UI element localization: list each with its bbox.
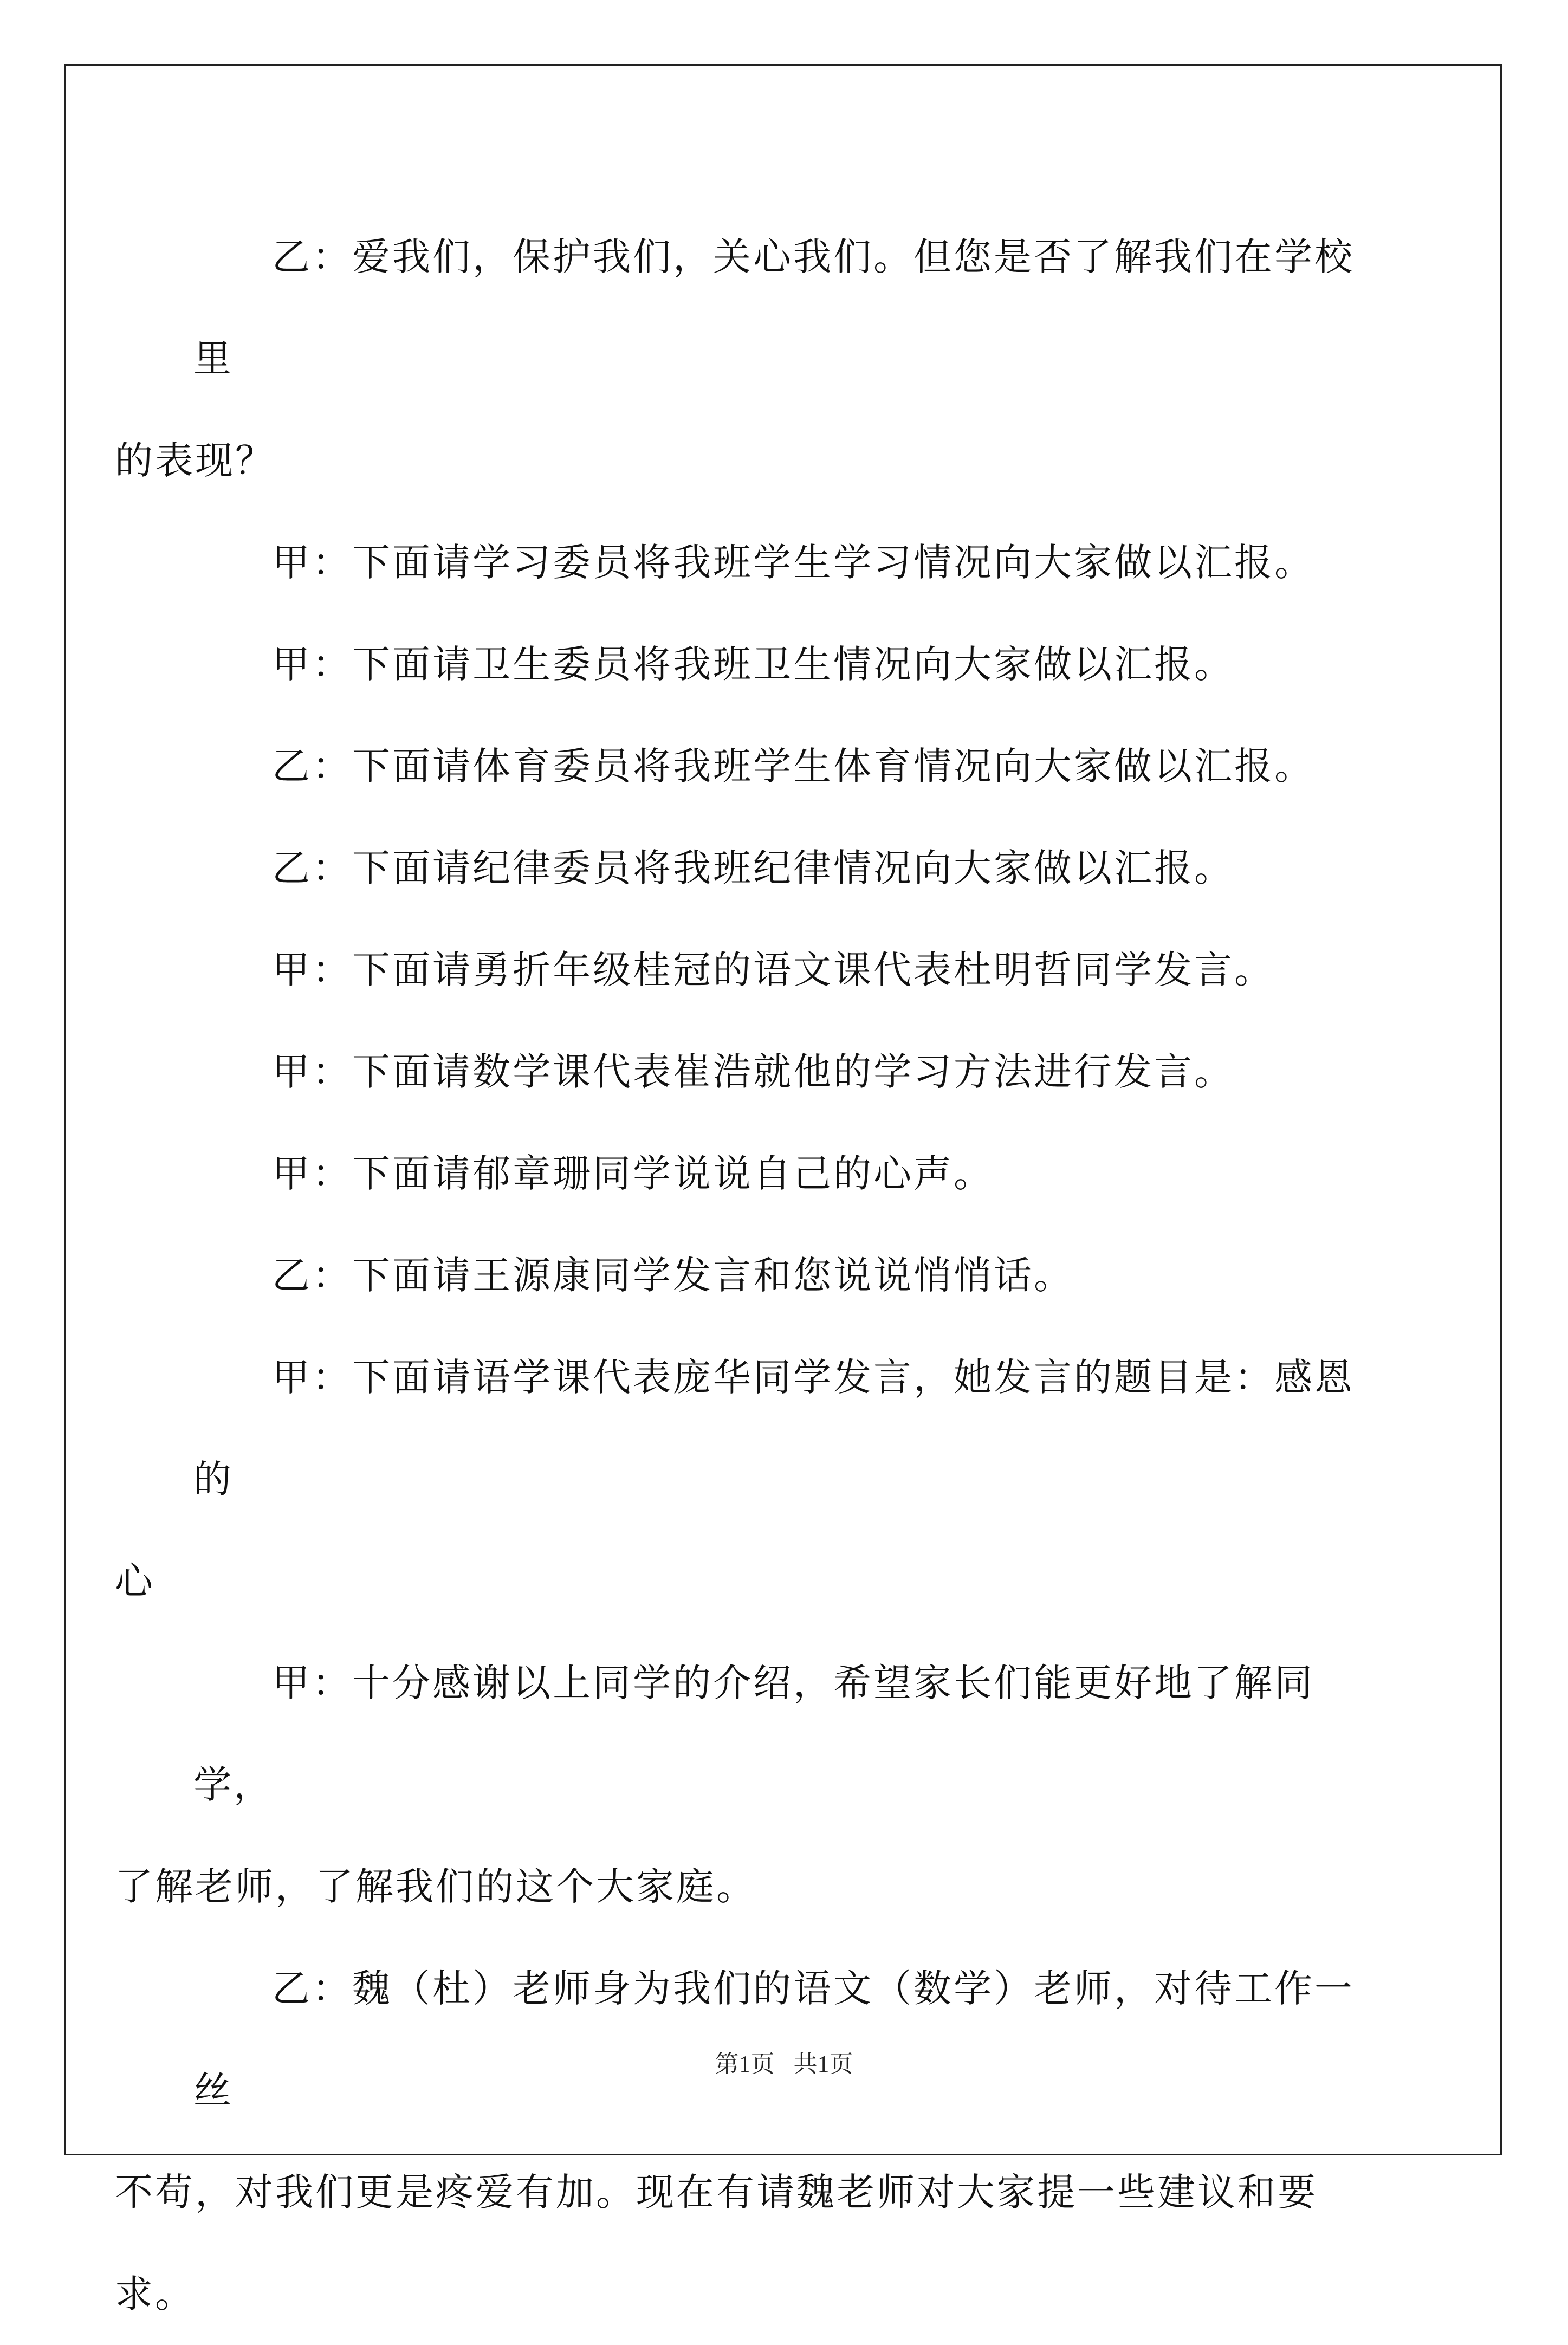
page-number-current: 第1页 (715, 2051, 775, 2077)
paragraph-line: 不苟，对我们更是疼爱有加。现在有请魏老师对大家提一些建议和要 (115, 2170, 1318, 2214)
paragraph (115, 206, 1385, 511)
page-footer (0, 2044, 1568, 2079)
paragraph (193, 1225, 1385, 1326)
paragraph-line: 乙：下面请王源康同学发言和您说说悄悄话。 (272, 1253, 1074, 1298)
paragraph-line: 乙：爱我们，保护我们，关心我们。但您是否了解我们在学校里 (193, 235, 1355, 381)
document-body (115, 206, 1385, 2345)
paragraph-line: 了解老师，了解我们的这个大家庭。 (115, 1864, 756, 1909)
paragraph (193, 1123, 1385, 1225)
paragraph-line: 甲：下面请勇折年级桂冠的语文课代表杜明哲同学发言。 (272, 948, 1274, 992)
paragraph-line: 甲：下面请语学课代表庞华同学发言，她发言的题目是：感恩的 (193, 1355, 1355, 1501)
paragraph (193, 919, 1385, 1021)
paragraph-line: 乙：下面请纪律委员将我班纪律情况向大家做以汇报。 (272, 846, 1234, 890)
paragraph (115, 1632, 1385, 1938)
paragraph (193, 511, 1385, 613)
paragraph (115, 1938, 1385, 2345)
paragraph-line: 甲：下面请郁章珊同学说说自己的心声。 (272, 1151, 994, 1196)
paragraph-line: 心 (115, 1559, 155, 1603)
paragraph-line: 甲：下面请数学课代表崔浩就他的学习方法进行发言。 (272, 1050, 1234, 1094)
paragraph (193, 613, 1385, 715)
paragraph-line: 的表现？ (115, 438, 275, 483)
paragraph-line: 甲：十分感谢以上同学的介绍，希望家长们能更好地了解同学， (193, 1661, 1314, 1807)
paragraph (115, 1326, 1385, 1632)
paragraph-line: 甲：下面请学习委员将我班学生学习情况向大家做以汇报。 (272, 540, 1314, 585)
paragraph-line: 乙：魏（杜）老师身为我们的语文（数学）老师，对待工作一丝 (193, 1966, 1355, 2113)
paragraph (193, 1021, 1385, 1123)
paragraph (193, 817, 1385, 919)
page-number-total: 共1页 (793, 2051, 853, 2077)
paragraph (193, 715, 1385, 817)
paragraph-line: 乙：下面请体育委员将我班学生体育情况向大家做以汇报。 (272, 744, 1314, 788)
paragraph-line: 求。 (115, 2272, 195, 2316)
paragraph-line: 甲：下面请卫生委员将我班卫生情况向大家做以汇报。 (272, 642, 1234, 686)
